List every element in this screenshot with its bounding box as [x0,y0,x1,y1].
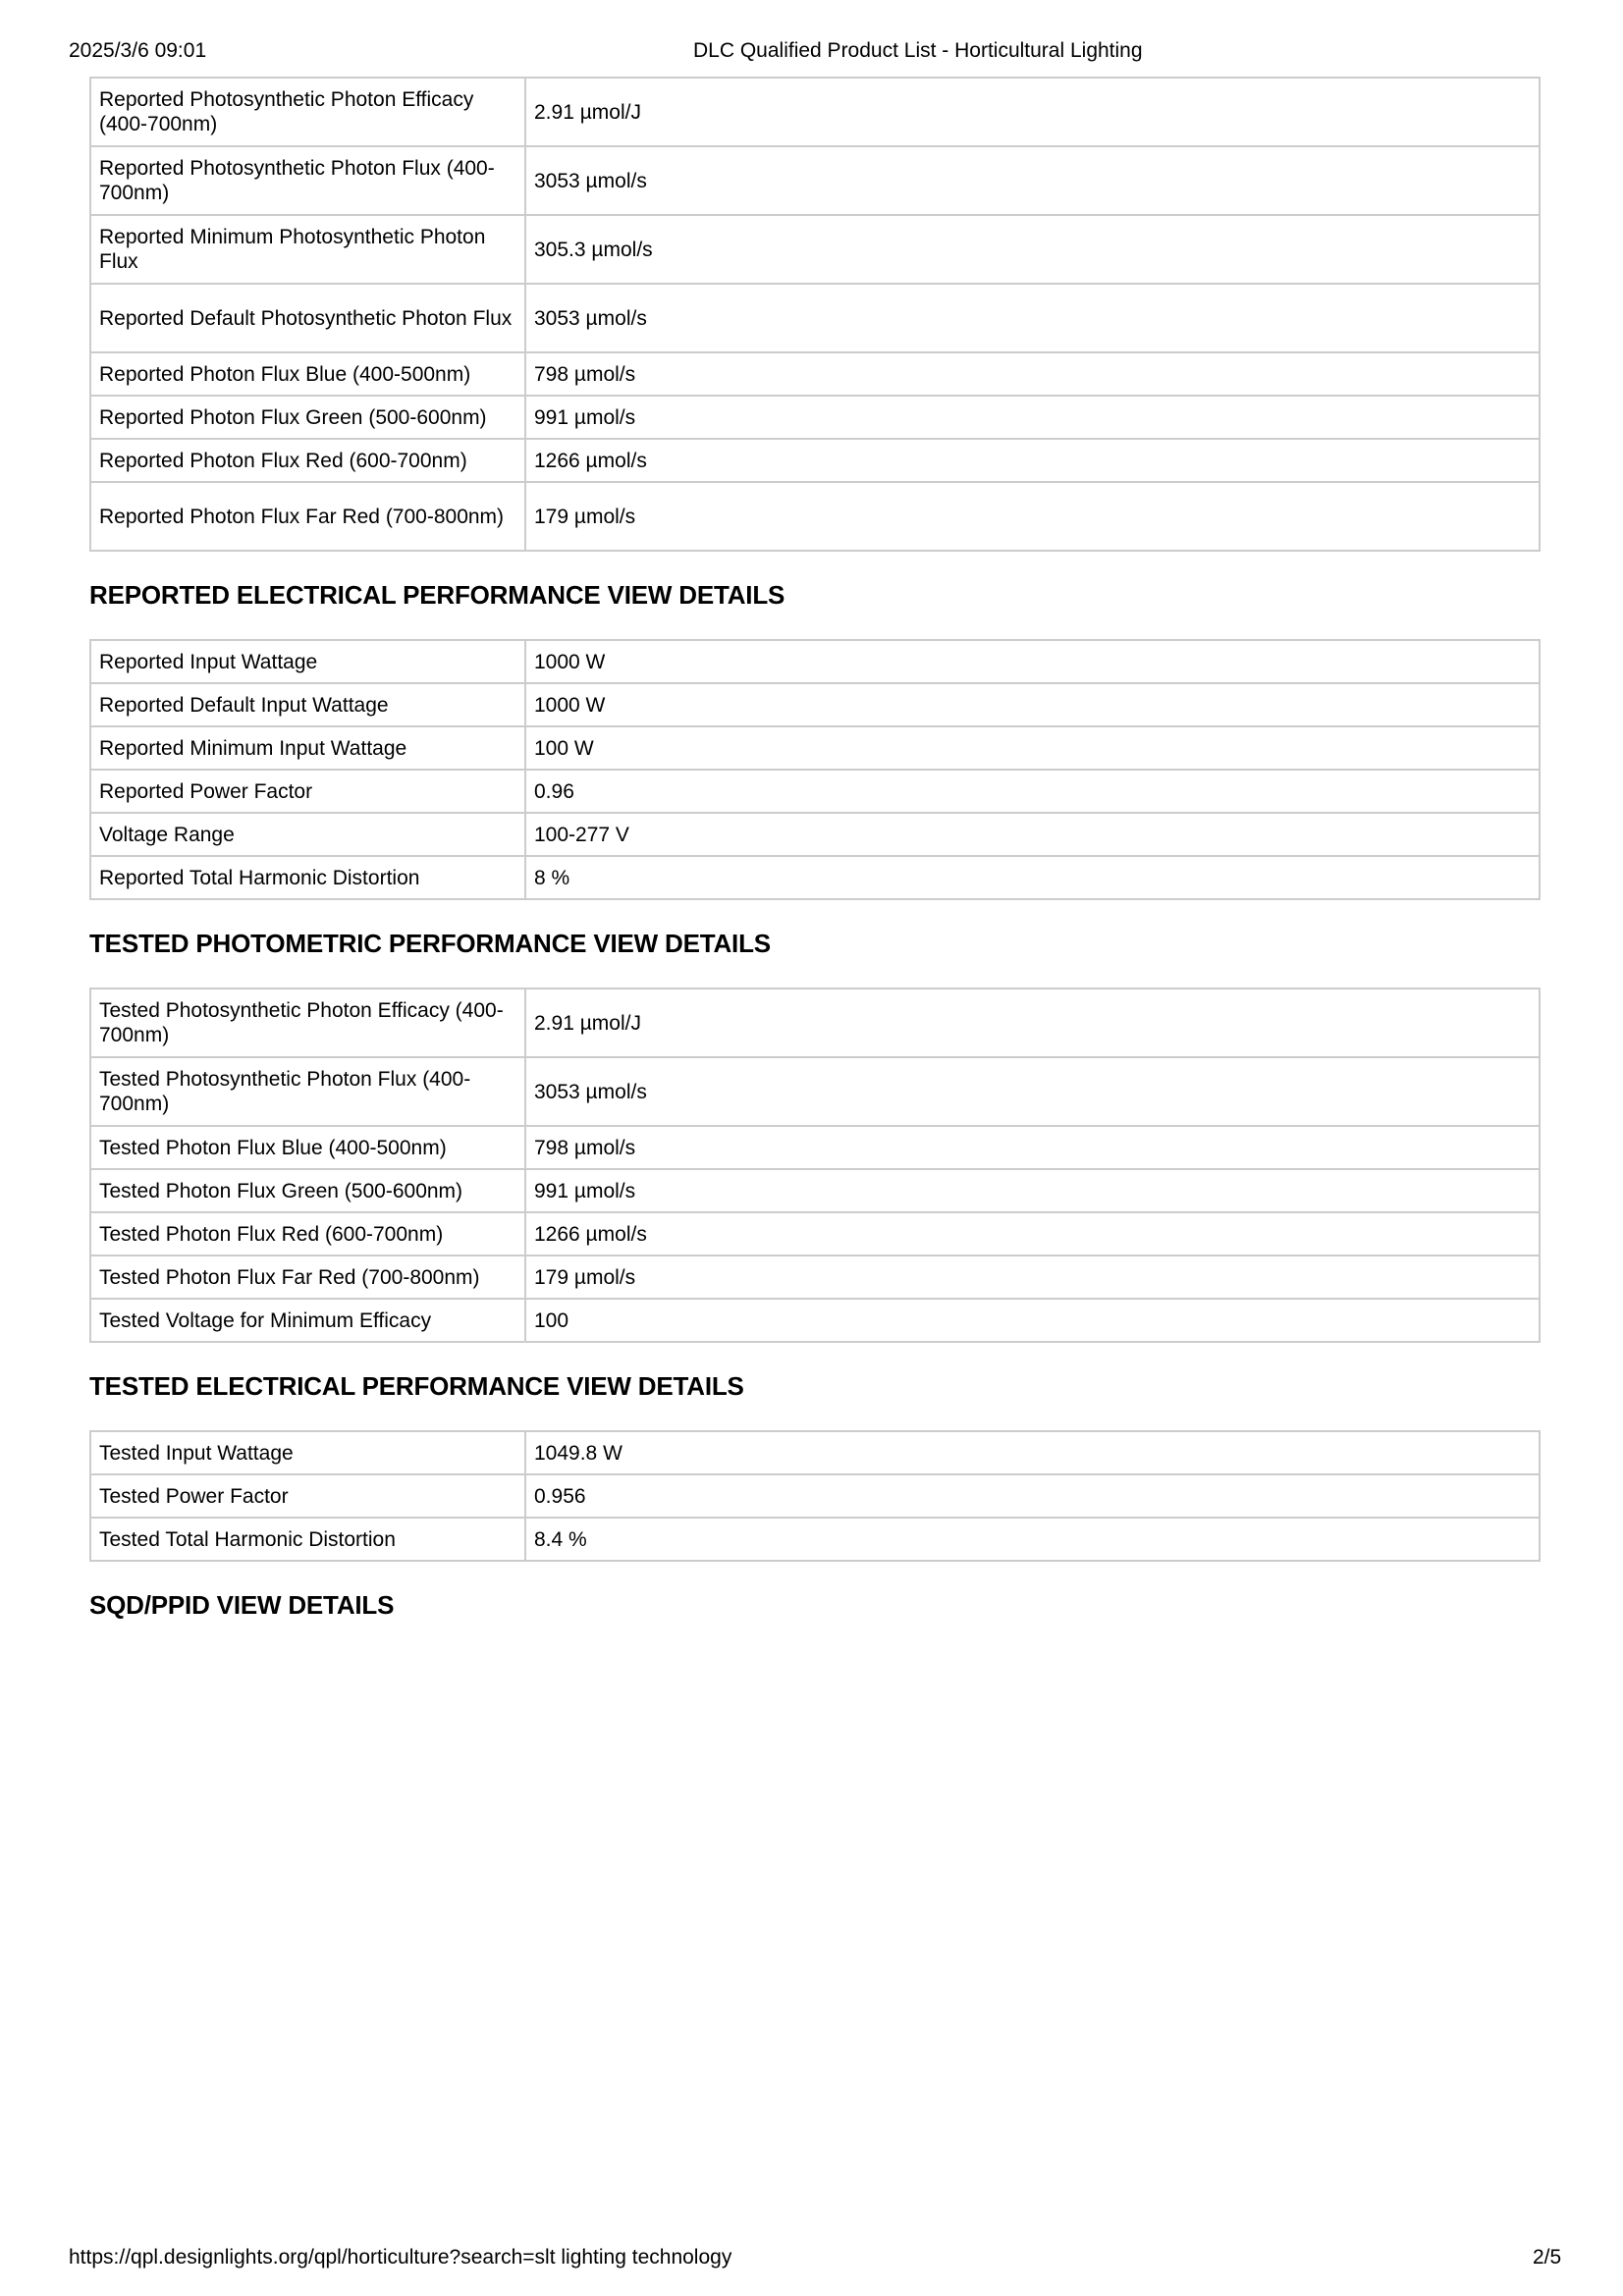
section-heading-tested-photometric: TESTED PHOTOMETRIC PERFORMANCE VIEW DETAILS [89,929,771,958]
table-row [90,482,1540,551]
row-label: Voltage Range [90,813,525,856]
row-label: Tested Photon Flux Red (600-700nm) [90,1212,525,1255]
row-label: Reported Photon Flux Far Red (700-800nm) [90,482,525,551]
row-label: Tested Total Harmonic Distortion [90,1518,525,1561]
print-datetime: 2025/3/6 09:01 [69,39,207,62]
row-label: Tested Photosynthetic Photon Efficacy (400-700nm) [90,988,525,1057]
table-row [90,1255,1540,1299]
row-value: 179 µmol/s [525,482,1540,551]
row-value: 8.4 % [525,1518,1540,1561]
row-label: Reported Power Factor [90,770,525,813]
row-value: 3053 µmol/s [525,1057,1540,1126]
reported-photometric-table [89,77,1541,552]
row-value: 100-277 V [525,813,1540,856]
row-label: Tested Input Wattage [90,1431,525,1474]
tested-electrical-table [89,1430,1541,1562]
row-label: Reported Photosynthetic Photon Efficacy (400-700nm) [90,78,525,146]
table-row [90,439,1540,482]
table-row [90,640,1540,683]
row-label: Tested Photon Flux Blue (400-500nm) [90,1126,525,1169]
row-label: Tested Voltage for Minimum Efficacy [90,1299,525,1342]
row-label: Reported Default Input Wattage [90,683,525,726]
page-url: https://qpl.designlights.org/qpl/horticulture?search=slt lighting technology [69,2246,732,2269]
row-value: 991 µmol/s [525,396,1540,439]
table-row [90,1431,1540,1474]
row-value: 179 µmol/s [525,1255,1540,1299]
table-row [90,1474,1540,1518]
row-label: Reported Default Photosynthetic Photon Flux [90,284,525,352]
row-value: 0.96 [525,770,1540,813]
row-label: Tested Photosynthetic Photon Flux (400-700nm) [90,1057,525,1126]
row-label: Reported Total Harmonic Distortion [90,856,525,899]
reported-electrical-table [89,639,1541,900]
row-value: 1000 W [525,683,1540,726]
row-value: 1266 µmol/s [525,1212,1540,1255]
table-row [90,146,1540,215]
table-row [90,215,1540,284]
row-value: 798 µmol/s [525,1126,1540,1169]
row-label: Reported Photon Flux Red (600-700nm) [90,439,525,482]
row-label: Reported Photosynthetic Photon Flux (400-700nm) [90,146,525,215]
row-label: Reported Input Wattage [90,640,525,683]
table-row [90,1299,1540,1342]
row-value: 3053 µmol/s [525,284,1540,352]
table-row [90,1169,1540,1212]
page-content [89,77,1541,1623]
row-label: Reported Photon Flux Blue (400-500nm) [90,352,525,396]
row-value: 100 W [525,726,1540,770]
table-row [90,1212,1540,1255]
row-value: 8 % [525,856,1540,899]
table-row [90,284,1540,352]
table-row [90,1057,1540,1126]
row-label: Tested Photon Flux Green (500-600nm) [90,1169,525,1212]
section-heading-tested-electrical: TESTED ELECTRICAL PERFORMANCE VIEW DETAILS [89,1371,744,1401]
table-row [90,856,1540,899]
row-value: 1049.8 W [525,1431,1540,1474]
table-row [90,396,1540,439]
table-row [90,683,1540,726]
table-row [90,988,1540,1057]
page-number: 2/5 [1533,2246,1562,2269]
document-title: DLC Qualified Product List - Horticultural Lighting [693,39,1143,62]
table-row [90,1518,1540,1561]
row-value: 1266 µmol/s [525,439,1540,482]
section-heading-sqd-ppid: SQD/PPID VIEW DETAILS [89,1590,395,1620]
tested-photometric-table [89,988,1541,1343]
row-value: 0.956 [525,1474,1540,1518]
row-label: Reported Minimum Photosynthetic Photon Flux [90,215,525,284]
table-row [90,770,1540,813]
table-row [90,352,1540,396]
row-value: 3053 µmol/s [525,146,1540,215]
row-value: 305.3 µmol/s [525,215,1540,284]
row-value: 100 [525,1299,1540,1342]
row-label: Reported Photon Flux Green (500-600nm) [90,396,525,439]
table-row [90,813,1540,856]
row-label: Tested Power Factor [90,1474,525,1518]
row-value: 991 µmol/s [525,1169,1540,1212]
row-value: 2.91 µmol/J [525,78,1540,146]
table-row [90,78,1540,146]
table-row [90,726,1540,770]
row-value: 1000 W [525,640,1540,683]
row-value: 798 µmol/s [525,352,1540,396]
row-label: Tested Photon Flux Far Red (700-800nm) [90,1255,525,1299]
section-heading-reported-electrical: REPORTED ELECTRICAL PERFORMANCE VIEW DETAILS [89,580,785,610]
table-row [90,1126,1540,1169]
row-label: Reported Minimum Input Wattage [90,726,525,770]
row-value: 2.91 µmol/J [525,988,1540,1057]
